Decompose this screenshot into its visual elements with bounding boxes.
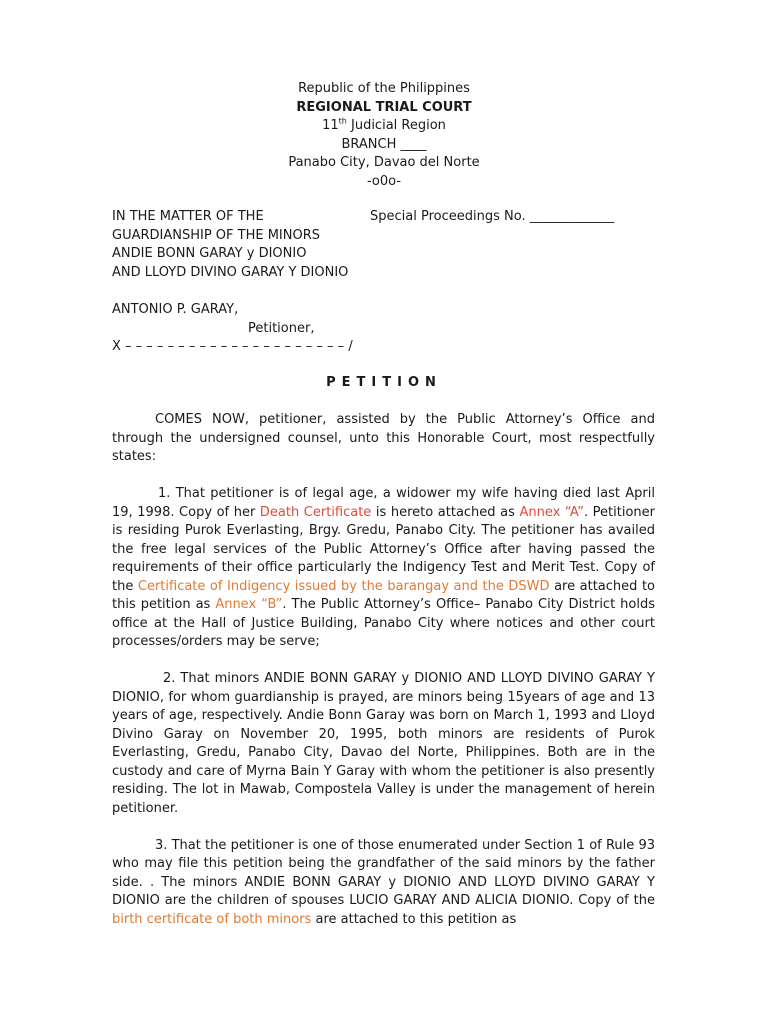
branch-line: BRANCH ____	[341, 136, 427, 152]
paragraph-3	[112, 837, 655, 930]
city-line: Panabo City, Davao del Norte	[288, 155, 480, 171]
republic-line: Republic of the Philippines	[298, 81, 470, 96]
p1-text-d: are attached to this petition as	[112, 578, 655, 612]
p1-text-e: . The Public Attorney’s Office– Panabo City District holds office at the Hall of Justice Building, Panabo City where notices and other court processes/orders may be serve;	[112, 597, 655, 649]
petitioner-role: Petitioner,	[248, 320, 315, 336]
region-suffix: th	[338, 116, 347, 126]
caption-line-1: IN THE MATTER OF THE	[112, 209, 264, 224]
caption-line-3: ANDIE BONN GARAY y DIONIO	[112, 246, 307, 261]
p1-text-a: 1. That petitioner is of legal age, a widower my wife having died last April 19, 1998. Copy of her	[112, 486, 655, 520]
region-text: Judicial Region	[346, 118, 446, 134]
death-certificate-ref: Death Certificate	[259, 504, 372, 520]
p3-text-a: 3. That the petitioner is one of those enumerated under Section 1 of Rule 93 who may file this petition being the grandfather of the said minors by the father side. . The minors ANDIE BONN GARAY y DIONIO AND LLOYD DIVINO GARAY Y DIONIO are the children of spouses LUCIO GARAY AND ALICIA DIONIO. Copy of the	[112, 837, 655, 908]
region-number: 11	[322, 118, 339, 134]
p3-text-b: are attached to this petition as	[311, 911, 517, 927]
intro-paragraph: COMES NOW, petitioner, assisted by the Public Attorney’s Office and through the undersigned counsel, unto this Honorable Court, most respectfully states:	[112, 412, 655, 464]
judicial-region	[0, 117, 768, 136]
court-header	[0, 80, 768, 192]
petitioner-name: ANTONIO P. GARAY,	[112, 302, 239, 317]
caption-line-4: AND LLOYD DIVINO GARAY Y DIONIO	[112, 264, 349, 280]
paragraph-2: 2. That minors ANDIE BONN GARAY y DIONIO AND LLOYD DIVINO GARAY Y DIONIO, for whom guardianship is prayed, are minors being 15years of age and 13 years of age, respectively. Andie Bonn Garay was born on March 1, 1993 and Lloyd Divino Garay on November 20, 1995, both minors are residents of Purok Everlasting, Gredu, Panabo City, Davao del Norte, Philippines. Both are in the custody and care of Myrna Bain Y Garay with whom the petitioner is also presently residing. The lot in Mawab, Compostela Valley is under the management of herein petitioner.	[112, 671, 655, 816]
paragraph-1	[112, 485, 655, 652]
case-caption	[112, 208, 672, 282]
annex-a-ref: Annex “A”	[519, 504, 584, 520]
p1-text-c: . Petitioner is residing Purok Everlasting, Brgy. Gredu, Panabo City. The petitioner has availed the free legal services of the Public Attorney’s Office after having passed the requirements of their office particularly the Indigency Test and Merit Test. Copy of the	[112, 504, 655, 594]
caption-line-2: GUARDIANSHIP OF THE MINORS	[112, 227, 321, 243]
indigency-certificate-ref: Certificate of Indigency issued by the barangay and the DSWD	[137, 578, 550, 594]
annex-b-ref: Annex “B”	[215, 597, 283, 612]
petition-body	[112, 411, 655, 948]
court-name: REGIONAL TRIAL COURT	[296, 99, 472, 115]
header-separator: -o0o-	[366, 173, 402, 189]
birth-certificate-ref: birth certificate of both minors	[112, 911, 312, 927]
caption-divider: X – – – – – – – – – – – – – – – – – – – – – /	[112, 339, 353, 354]
p1-text-b: is hereto attached as	[371, 504, 520, 520]
petitioner-block	[112, 301, 672, 357]
special-proceedings-number: Special Proceedings No. _____________	[370, 209, 615, 224]
document-title: PETITION	[326, 375, 442, 390]
